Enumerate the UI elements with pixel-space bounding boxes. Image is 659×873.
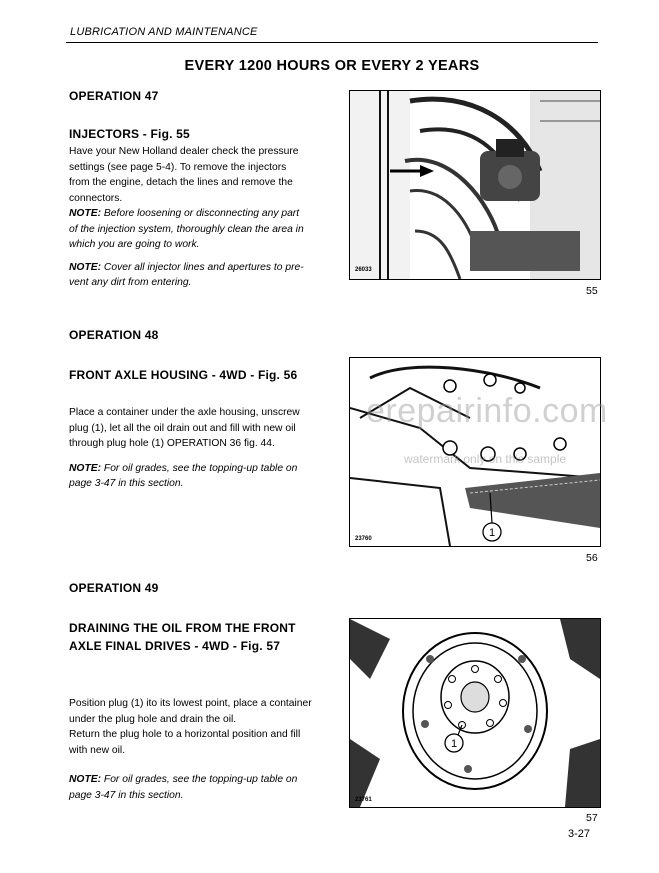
wheel-hub-illustration [350,619,600,807]
text-line: under the plug hole and drain the oil. [69,713,237,725]
header-rule [66,42,598,43]
section-header: LUBRICATION AND MAINTENANCE [70,26,258,38]
note-line: vent any dirt from entering. [69,277,192,288]
page-title: EVERY 1200 HOURS OR EVERY 2 YEARS [184,58,480,74]
figure-57-final-drive [349,618,601,808]
text-line: connectors. [69,192,123,204]
note-line: which you are going to work. [69,239,200,250]
watermark-site: erepairinfo.com [366,392,608,430]
figure-code: 26033 [355,267,372,273]
note-label: NOTE: [69,261,102,273]
text-line: Place a container under the axle housing, unscrew [69,407,300,418]
note-line: of the injection system, thoroughly clean the area in [69,223,304,235]
text-line: through plug hole (1) OPERATION 36 fig. 44. [69,438,275,449]
operation-49-heading: OPERATION 49 [69,581,159,595]
text-line: from the engine, detach the lines and remove the [69,177,293,188]
note-line: page 3-47 in this section. [69,478,184,489]
text-line: Position plug (1) ito its lowest point, place a container [69,698,312,709]
operation-48-heading: OPERATION 48 [69,328,159,342]
subheading-line: AXLE FINAL DRIVES - 4WD - Fig. 57 [69,639,281,653]
figure-57-number: 57 [586,812,598,824]
note-label: NOTE: [69,208,102,219]
figure-56-number: 56 [586,552,598,564]
operation-47-subheading: INJECTORS - Fig. 55 [69,127,190,141]
note-line [69,260,321,276]
figure-callout-1: 1 [488,527,496,539]
figure-code: 23760 [355,536,372,542]
figure-callout-1: 1 [450,738,458,750]
note-text: For oil grades, see the topping-up table on [101,462,298,474]
figure-55-injectors [349,90,601,280]
figure-code: 23761 [355,797,372,803]
text-line: settings (see page 5-4). To remove the injectors [69,161,287,173]
subheading-line: DRAINING THE OIL FROM THE FRONT [69,621,296,635]
page-number: 3-27 [568,828,591,840]
operation-49-subheading [69,619,296,655]
note-line [69,772,321,788]
note-text: Before loosening or disconnecting any part [101,208,300,219]
operation-49-text [69,696,321,803]
text-line: Have your New Holland dealer check the pressure [69,146,299,157]
note-line [69,206,321,222]
text-line: plug (1), let all the oil drain out and fill with new oil [69,422,296,434]
note-text: For oil grades, see the topping-up table on [101,774,298,785]
note-line: page 3-47 in this section. [69,789,184,801]
note-label: NOTE: [69,462,102,474]
text-line: Return the plug hole to a horizontal position and fill [69,729,301,740]
text-line: with new oil. [69,744,126,756]
note-label: NOTE: [69,774,102,785]
injector-illustration [350,91,600,279]
watermark-note: watermark only on this sample [404,452,567,466]
figure-55-number: 55 [586,285,598,297]
operation-47-heading: OPERATION 47 [69,89,159,103]
note-text: Cover all injector lines and apertures to pre- [101,261,304,273]
operation-48-subheading: FRONT AXLE HOUSING - 4WD - Fig. 56 [69,368,298,382]
operation-48-text [69,405,321,492]
operation-47-text [69,144,321,291]
note-line [69,461,321,477]
